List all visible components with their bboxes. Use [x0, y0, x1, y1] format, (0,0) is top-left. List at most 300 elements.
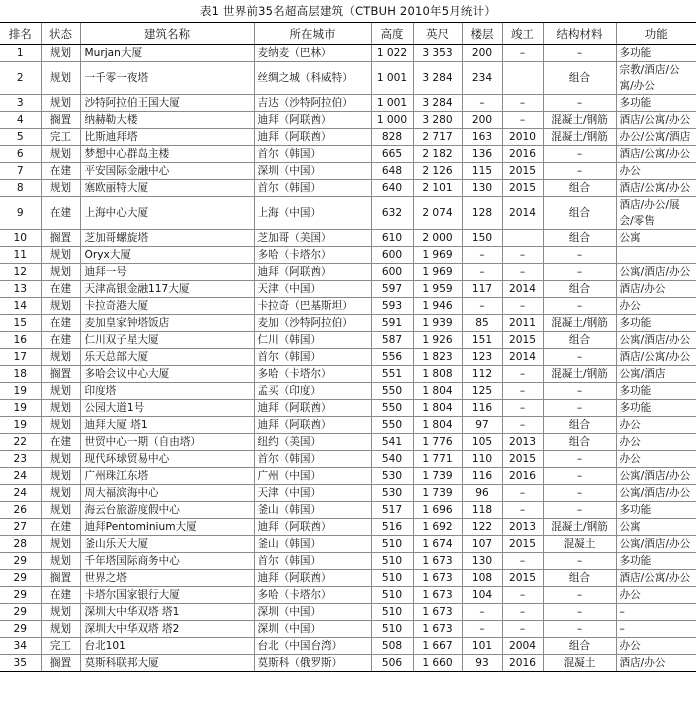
cell-rank: 7	[0, 163, 41, 180]
cell-floors: 107	[462, 536, 502, 553]
cell-building-name: 上海中心大厦	[80, 197, 254, 230]
cell-feet: 1 771	[413, 451, 462, 468]
cell-function: 酒店/办公	[616, 281, 696, 298]
cell-floors: 200	[462, 112, 502, 129]
cell-rank: 29	[0, 604, 41, 621]
cell-completion: –	[502, 621, 543, 638]
cell-function: 酒店/办公	[616, 655, 696, 672]
cell-completion: –	[502, 400, 543, 417]
cell-function: 多功能	[616, 502, 696, 519]
cell-rank: 12	[0, 264, 41, 281]
cell-structure-material: 混凝土/钢筋	[543, 519, 616, 536]
cell-height: 587	[371, 332, 413, 349]
cell-rank: 9	[0, 197, 41, 230]
cell-city: 釜山（韩国）	[254, 502, 371, 519]
cell-building-name: Murjan大厦	[80, 45, 254, 62]
cell-building-name: 迪拜一号	[80, 264, 254, 281]
cell-floors: 110	[462, 451, 502, 468]
cell-completion: 2014	[502, 281, 543, 298]
cell-feet: 1 804	[413, 383, 462, 400]
cell-feet: 2 717	[413, 129, 462, 146]
cell-completion: –	[502, 247, 543, 264]
cell-rank: 29	[0, 587, 41, 604]
header-function: 功能	[616, 23, 696, 45]
cell-city: 首尔（韩国）	[254, 180, 371, 197]
cell-rank: 35	[0, 655, 41, 672]
cell-structure-material: 组合	[543, 197, 616, 230]
cell-rank: 24	[0, 468, 41, 485]
cell-feet: 1 926	[413, 332, 462, 349]
table-row	[0, 197, 696, 230]
cell-status: 规划	[41, 604, 80, 621]
cell-city: 迪拜（阿联酋）	[254, 417, 371, 434]
table-row	[0, 468, 696, 485]
cell-city: 迪拜（阿联酋）	[254, 129, 371, 146]
cell-building-name: 迪拜大厦 塔1	[80, 417, 254, 434]
cell-status: 规划	[41, 553, 80, 570]
cell-status: 搁置	[41, 112, 80, 129]
cell-status: 完工	[41, 638, 80, 655]
table-row	[0, 587, 696, 604]
cell-height: 508	[371, 638, 413, 655]
cell-function: 多功能	[616, 553, 696, 570]
cell-function: 办公	[616, 434, 696, 451]
cell-city: 迪拜（阿联酋）	[254, 519, 371, 536]
cell-structure-material: 组合	[543, 230, 616, 247]
cell-building-name: 深圳大中华双塔 塔2	[80, 621, 254, 638]
cell-function: 酒店/公寓/办公	[616, 146, 696, 163]
cell-height: 540	[371, 451, 413, 468]
cell-floors: 96	[462, 485, 502, 502]
cell-rank: 2	[0, 62, 41, 95]
cell-feet: 2 101	[413, 180, 462, 197]
cell-completion: –	[502, 417, 543, 434]
cell-status: 在建	[41, 587, 80, 604]
cell-building-name: 深圳大中华双塔 塔1	[80, 604, 254, 621]
cell-city: 迪拜（阿联酋）	[254, 400, 371, 417]
cell-feet: 2 182	[413, 146, 462, 163]
table-row	[0, 451, 696, 468]
cell-function: 多功能	[616, 383, 696, 400]
cell-status: 规划	[41, 485, 80, 502]
cell-rank: 1	[0, 45, 41, 62]
cell-building-name: 天津高银金融117大厦	[80, 281, 254, 298]
cell-rank: 19	[0, 383, 41, 400]
cell-building-name: 芝加哥螺旋塔	[80, 230, 254, 247]
cell-completion: 2015	[502, 451, 543, 468]
cell-function	[616, 247, 696, 264]
cell-building-name: 世界之塔	[80, 570, 254, 587]
cell-building-name: 纳赫勒大楼	[80, 112, 254, 129]
cell-height: 541	[371, 434, 413, 451]
cell-height: 1 001	[371, 95, 413, 112]
cell-feet: 1 969	[413, 247, 462, 264]
cell-status: 在建	[41, 163, 80, 180]
cell-completion: –	[502, 45, 543, 62]
cell-rank: 8	[0, 180, 41, 197]
cell-height: 550	[371, 400, 413, 417]
cell-status: 规划	[41, 349, 80, 366]
cell-city: 广州（中国）	[254, 468, 371, 485]
cell-floors: –	[462, 621, 502, 638]
cell-status: 规划	[41, 451, 80, 468]
table-row	[0, 638, 696, 655]
cell-structure-material: 组合	[543, 434, 616, 451]
cell-function: 公寓	[616, 230, 696, 247]
header-feet: 英尺	[413, 23, 462, 45]
cell-rank: 10	[0, 230, 41, 247]
cell-feet: 1 673	[413, 621, 462, 638]
table-row	[0, 146, 696, 163]
cell-completion: 2004	[502, 638, 543, 655]
cell-completion: –	[502, 502, 543, 519]
cell-city: 首尔（韩国）	[254, 553, 371, 570]
cell-building-name: 公园大道1号	[80, 400, 254, 417]
cell-completion: –	[502, 366, 543, 383]
cell-floors: 150	[462, 230, 502, 247]
cell-floors: 130	[462, 180, 502, 197]
cell-structure-material: –	[543, 264, 616, 281]
cell-floors: 130	[462, 553, 502, 570]
cell-height: 510	[371, 604, 413, 621]
cell-height: 597	[371, 281, 413, 298]
cell-building-name: 迪拜Pentominium大厦	[80, 519, 254, 536]
cell-building-name: 塞欧丽特大厦	[80, 180, 254, 197]
cell-completion: –	[502, 112, 543, 129]
header-height: 高度	[371, 23, 413, 45]
cell-completion	[502, 62, 543, 95]
table-row	[0, 247, 696, 264]
cell-floors: 108	[462, 570, 502, 587]
cell-structure-material: 组合	[543, 281, 616, 298]
cell-structure-material: –	[543, 604, 616, 621]
cell-rank: 14	[0, 298, 41, 315]
cell-feet: 2 126	[413, 163, 462, 180]
cell-height: 828	[371, 129, 413, 146]
cell-city: 多哈（卡塔尔）	[254, 366, 371, 383]
cell-city: 深圳（中国）	[254, 163, 371, 180]
cell-function: 办公	[616, 451, 696, 468]
cell-feet: 1 808	[413, 366, 462, 383]
cell-height: 1 022	[371, 45, 413, 62]
cell-building-name: 平安国际金融中心	[80, 163, 254, 180]
cell-city: 釜山（韩国）	[254, 536, 371, 553]
cell-floors: 93	[462, 655, 502, 672]
cell-structure-material: –	[543, 502, 616, 519]
cell-height: 600	[371, 247, 413, 264]
cell-city: 仁川（韩国）	[254, 332, 371, 349]
cell-city: 首尔（韩国）	[254, 349, 371, 366]
cell-structure-material: –	[543, 383, 616, 400]
cell-feet: 1 674	[413, 536, 462, 553]
cell-building-name: 现代环球贸易中心	[80, 451, 254, 468]
cell-feet: 1 823	[413, 349, 462, 366]
cell-structure-material: 混凝土/钢筋	[543, 129, 616, 146]
table-row	[0, 434, 696, 451]
cell-rank: 24	[0, 485, 41, 502]
cell-completion: 2015	[502, 180, 543, 197]
cell-height: 632	[371, 197, 413, 230]
cell-building-name: 印度塔	[80, 383, 254, 400]
cell-structure-material: –	[543, 349, 616, 366]
cell-building-name: 台北101	[80, 638, 254, 655]
cell-feet: 2 074	[413, 197, 462, 230]
cell-completion: 2015	[502, 536, 543, 553]
cell-city: 上海（中国）	[254, 197, 371, 230]
cell-height: 517	[371, 502, 413, 519]
cell-rank: 27	[0, 519, 41, 536]
cell-structure-material: –	[543, 247, 616, 264]
cell-height: 640	[371, 180, 413, 197]
table-row	[0, 129, 696, 146]
cell-rank: 3	[0, 95, 41, 112]
cell-building-name: 梦想中心群岛主楼	[80, 146, 254, 163]
cell-floors: 125	[462, 383, 502, 400]
header-structure-material: 结构材料	[543, 23, 616, 45]
cell-completion: 2015	[502, 570, 543, 587]
cell-height: 550	[371, 417, 413, 434]
cell-status: 规划	[41, 502, 80, 519]
cell-function: 办公	[616, 298, 696, 315]
cell-status: 搁置	[41, 655, 80, 672]
table-header-row	[0, 23, 696, 45]
cell-status: 规划	[41, 383, 80, 400]
cell-height: 510	[371, 587, 413, 604]
cell-floors: –	[462, 247, 502, 264]
cell-structure-material: –	[543, 621, 616, 638]
cell-feet: 1 692	[413, 519, 462, 536]
cell-completion: 2015	[502, 163, 543, 180]
cell-function: 酒店/公寓/办公	[616, 349, 696, 366]
cell-height: 510	[371, 536, 413, 553]
cell-floors: 136	[462, 146, 502, 163]
cell-structure-material: –	[543, 485, 616, 502]
cell-height: 1 000	[371, 112, 413, 129]
cell-floors: 163	[462, 129, 502, 146]
cell-structure-material: –	[543, 298, 616, 315]
cell-feet: 1 739	[413, 468, 462, 485]
cell-city: 台北（中国台湾）	[254, 638, 371, 655]
cell-function: 公寓	[616, 519, 696, 536]
cell-city: 吉达（沙特阿拉伯）	[254, 95, 371, 112]
table-row	[0, 315, 696, 332]
cell-completion: 2014	[502, 349, 543, 366]
cell-height: 516	[371, 519, 413, 536]
cell-building-name: Oryx大厦	[80, 247, 254, 264]
cell-rank: 19	[0, 417, 41, 434]
cell-structure-material: –	[543, 163, 616, 180]
cell-completion: –	[502, 298, 543, 315]
cell-floors: 112	[462, 366, 502, 383]
cell-status: 完工	[41, 129, 80, 146]
cell-status: 规划	[41, 400, 80, 417]
cell-height: 506	[371, 655, 413, 672]
cell-building-name: 沙特阿拉伯王国大厦	[80, 95, 254, 112]
cell-height: 530	[371, 468, 413, 485]
cell-status: 在建	[41, 281, 80, 298]
cell-function: 酒店/公寓/办公	[616, 112, 696, 129]
cell-city: 多哈（卡塔尔）	[254, 247, 371, 264]
cell-structure-material: 混凝土	[543, 536, 616, 553]
cell-building-name: 麦加皇家钟塔饭店	[80, 315, 254, 332]
cell-building-name: 乐天总部大厦	[80, 349, 254, 366]
cell-city: 多哈（卡塔尔）	[254, 587, 371, 604]
cell-function: 酒店/公寓/办公	[616, 570, 696, 587]
cell-feet: 1 804	[413, 417, 462, 434]
cell-completion: 2016	[502, 468, 543, 485]
cell-function: 酒店/公寓/办公	[616, 180, 696, 197]
cell-status: 搁置	[41, 570, 80, 587]
cell-feet: 1 946	[413, 298, 462, 315]
cell-structure-material: 组合	[543, 62, 616, 95]
skyscraper-table	[0, 22, 696, 672]
cell-completion: 2010	[502, 129, 543, 146]
cell-structure-material: 组合	[543, 180, 616, 197]
cell-status: 规划	[41, 468, 80, 485]
cell-function: 公寓/酒店/办公	[616, 536, 696, 553]
cell-function: 宗教/酒店/公寓/办公	[616, 62, 696, 95]
cell-height: 556	[371, 349, 413, 366]
cell-city: 迪拜（阿联酋）	[254, 264, 371, 281]
cell-feet: 2 000	[413, 230, 462, 247]
cell-function: 办公/公寓/酒店	[616, 129, 696, 146]
cell-height: 510	[371, 621, 413, 638]
cell-feet: 1 739	[413, 485, 462, 502]
table-row	[0, 502, 696, 519]
cell-rank: 34	[0, 638, 41, 655]
cell-height: 550	[371, 383, 413, 400]
cell-city: 天津（中国）	[254, 281, 371, 298]
cell-rank: 29	[0, 621, 41, 638]
table-row	[0, 553, 696, 570]
cell-function: 办公	[616, 417, 696, 434]
table-row	[0, 400, 696, 417]
cell-status: 规划	[41, 298, 80, 315]
cell-function: 办公	[616, 163, 696, 180]
cell-floors: 122	[462, 519, 502, 536]
cell-height: 591	[371, 315, 413, 332]
cell-status: 规划	[41, 621, 80, 638]
cell-status: 规划	[41, 62, 80, 95]
cell-structure-material: –	[543, 553, 616, 570]
cell-completion: –	[502, 485, 543, 502]
cell-structure-material: 组合	[543, 332, 616, 349]
cell-rank: 13	[0, 281, 41, 298]
table-row	[0, 332, 696, 349]
cell-function: 公寓/酒店/办公	[616, 332, 696, 349]
cell-status: 规划	[41, 45, 80, 62]
cell-floors: 117	[462, 281, 502, 298]
cell-building-name: 比斯迪拜塔	[80, 129, 254, 146]
cell-structure-material: –	[543, 146, 616, 163]
cell-rank: 15	[0, 315, 41, 332]
table-row	[0, 655, 696, 672]
cell-feet: 1 959	[413, 281, 462, 298]
header-completion: 竣工	[502, 23, 543, 45]
cell-feet: 1 667	[413, 638, 462, 655]
cell-floors: 200	[462, 45, 502, 62]
cell-rank: 28	[0, 536, 41, 553]
cell-structure-material: 混凝土/钢筋	[543, 366, 616, 383]
cell-status: 规划	[41, 417, 80, 434]
cell-rank: 16	[0, 332, 41, 349]
cell-function: –	[616, 621, 696, 638]
cell-building-name: 世贸中心一期（自由塔）	[80, 434, 254, 451]
table-row	[0, 62, 696, 95]
header-city: 所在城市	[254, 23, 371, 45]
table-caption: 表1 世界前35名超高层建筑（CTBUH 2010年5月统计）	[199, 4, 497, 18]
cell-building-name: 广州珠江东塔	[80, 468, 254, 485]
cell-city: 纽约（美国）	[254, 434, 371, 451]
cell-floors: 104	[462, 587, 502, 604]
cell-function: 多功能	[616, 95, 696, 112]
cell-city: 深圳（中国）	[254, 621, 371, 638]
cell-floors: 116	[462, 468, 502, 485]
cell-status: 在建	[41, 197, 80, 230]
cell-building-name: 多哈会议中心大厦	[80, 366, 254, 383]
cell-feet: 1 673	[413, 553, 462, 570]
cell-rank: 18	[0, 366, 41, 383]
cell-function: 公寓/酒店/办公	[616, 264, 696, 281]
cell-height: 530	[371, 485, 413, 502]
cell-completion: –	[502, 604, 543, 621]
cell-city: 卡拉奇（巴基斯坦）	[254, 298, 371, 315]
cell-feet: 1 673	[413, 570, 462, 587]
cell-rank: 5	[0, 129, 41, 146]
cell-completion: 2013	[502, 434, 543, 451]
cell-status: 规划	[41, 95, 80, 112]
cell-height: 510	[371, 570, 413, 587]
cell-status: 在建	[41, 315, 80, 332]
table-row	[0, 383, 696, 400]
cell-floors: 234	[462, 62, 502, 95]
cell-floors: 115	[462, 163, 502, 180]
cell-city: 麦纳麦（巴林）	[254, 45, 371, 62]
cell-status: 规划	[41, 264, 80, 281]
cell-completion: 2013	[502, 519, 543, 536]
cell-structure-material: 组合	[543, 638, 616, 655]
cell-completion: –	[502, 553, 543, 570]
cell-rank: 6	[0, 146, 41, 163]
cell-city: 芝加哥（美国）	[254, 230, 371, 247]
cell-building-name: 千年塔国际商务中心	[80, 553, 254, 570]
cell-building-name: 周大福滨海中心	[80, 485, 254, 502]
cell-city: 麦加（沙特阿拉伯）	[254, 315, 371, 332]
cell-rank: 22	[0, 434, 41, 451]
cell-rank: 23	[0, 451, 41, 468]
cell-feet: 1 776	[413, 434, 462, 451]
table-row	[0, 163, 696, 180]
table-row	[0, 230, 696, 247]
cell-status: 搁置	[41, 366, 80, 383]
cell-floors: 116	[462, 400, 502, 417]
cell-structure-material: 组合	[543, 570, 616, 587]
cell-function: 办公	[616, 587, 696, 604]
table-row	[0, 417, 696, 434]
cell-structure-material: –	[543, 587, 616, 604]
cell-completion: –	[502, 383, 543, 400]
cell-structure-material: –	[543, 95, 616, 112]
table-row	[0, 485, 696, 502]
cell-height: 665	[371, 146, 413, 163]
table-row	[0, 366, 696, 383]
table-row	[0, 264, 696, 281]
cell-completion: 2014	[502, 197, 543, 230]
cell-floors: –	[462, 264, 502, 281]
cell-city: 首尔（韩国）	[254, 451, 371, 468]
cell-structure-material: –	[543, 468, 616, 485]
cell-height: 600	[371, 264, 413, 281]
